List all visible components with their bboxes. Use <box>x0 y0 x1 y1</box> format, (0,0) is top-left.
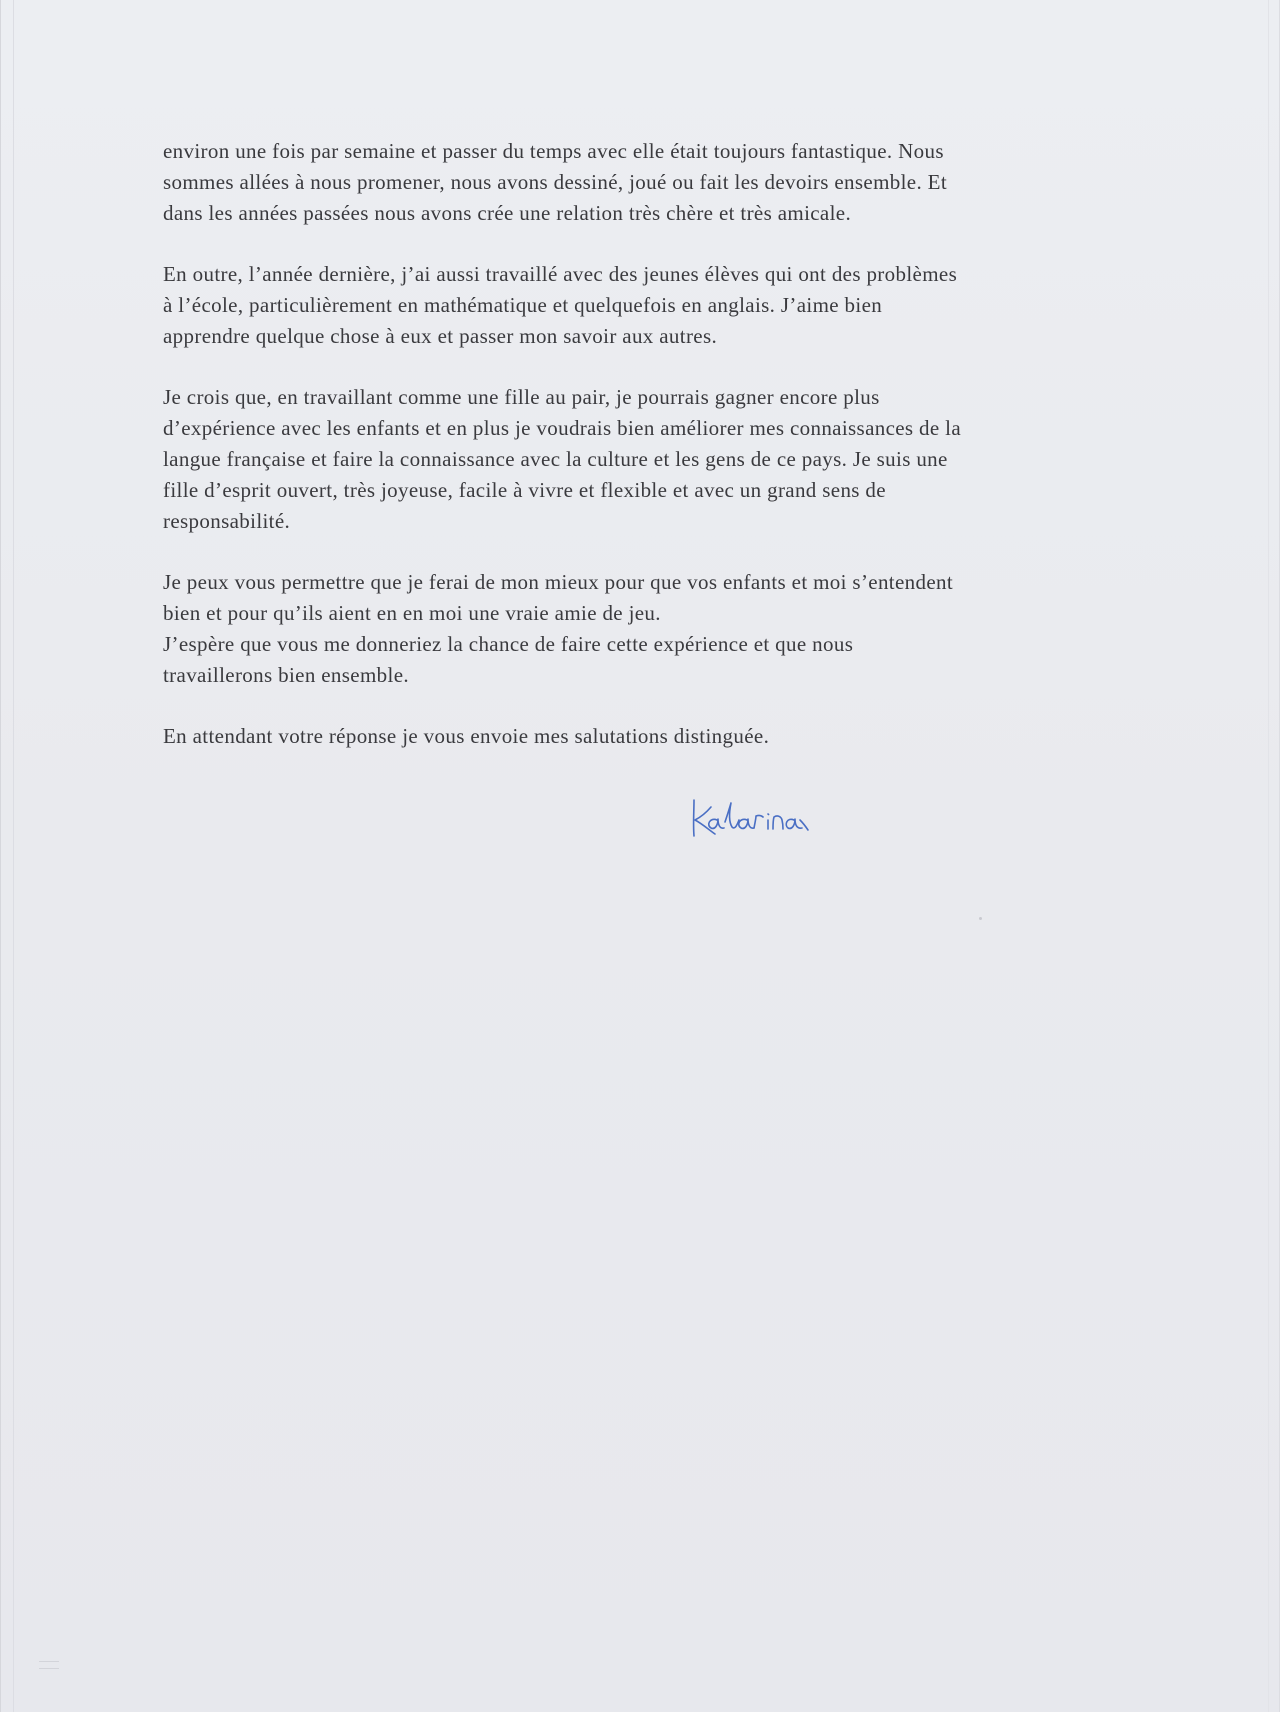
text-line: responsabilité. <box>163 509 291 533</box>
text-line: Je peux vous permettre que je ferai de mon mieux pour que vos enfants et moi s’entendent <box>163 570 954 594</box>
text-line: sommes allées à nous promener, nous avons dessiné, joué ou fait les devoirs ensemble. Et <box>163 170 948 194</box>
paragraph-promise <box>163 567 1133 691</box>
paragraph-experience <box>163 136 1133 229</box>
page-edge-right <box>1268 0 1269 1712</box>
scan-speck <box>979 917 982 920</box>
text-line: Je crois que, en travaillant comme une fille au pair, je pourrais gagner encore plus <box>163 385 880 409</box>
text-line: d’expérience avec les enfants et en plus je voudrais bien améliorer mes connaissances de la <box>163 416 962 440</box>
signature-strokes <box>694 800 808 836</box>
text-line: apprendre quelque chose à eux et passer mon savoir aux autres. <box>163 324 718 348</box>
handwritten-signature <box>691 798 841 842</box>
text-line: J’espère que vous me donneriez la chance de faire cette expérience et que nous <box>163 632 854 656</box>
text-line: environ une fois par semaine et passer du temps avec elle était toujours fantastique. Nous <box>163 139 944 163</box>
text-line: langue française et faire la connaissance avec la culture et les gens de ce pays. Je suis une <box>163 447 948 471</box>
text-line: En attendant votre réponse je vous envoie mes salutations distinguée. <box>163 724 770 748</box>
text-line: dans les années passées nous avons crée une relation très chère et très amicale. <box>163 201 852 225</box>
text-line: fille d’esprit ouvert, très joyeuse, facile à vivre et flexible et avec un grand sens de <box>163 478 886 502</box>
page-edge-left <box>13 0 14 1712</box>
text-line: bien et pour qu’ils aient en en moi une vraie amie de jeu. <box>163 601 661 625</box>
letter-body <box>163 136 1133 782</box>
text-line: En outre, l’année dernière, j’ai aussi travaillé avec des jeunes élèves qui ont des problèmes <box>163 262 958 286</box>
paragraph-motivation <box>163 382 1133 537</box>
text-line: à l’école, particulièrement en mathématique et quelquefois en anglais. J’aime bien <box>163 293 883 317</box>
scan-corner-mark <box>39 1661 59 1669</box>
text-line: travaillerons bien ensemble. <box>163 663 409 687</box>
paragraph-tutoring <box>163 259 1133 352</box>
paragraph-closing <box>163 721 1133 752</box>
